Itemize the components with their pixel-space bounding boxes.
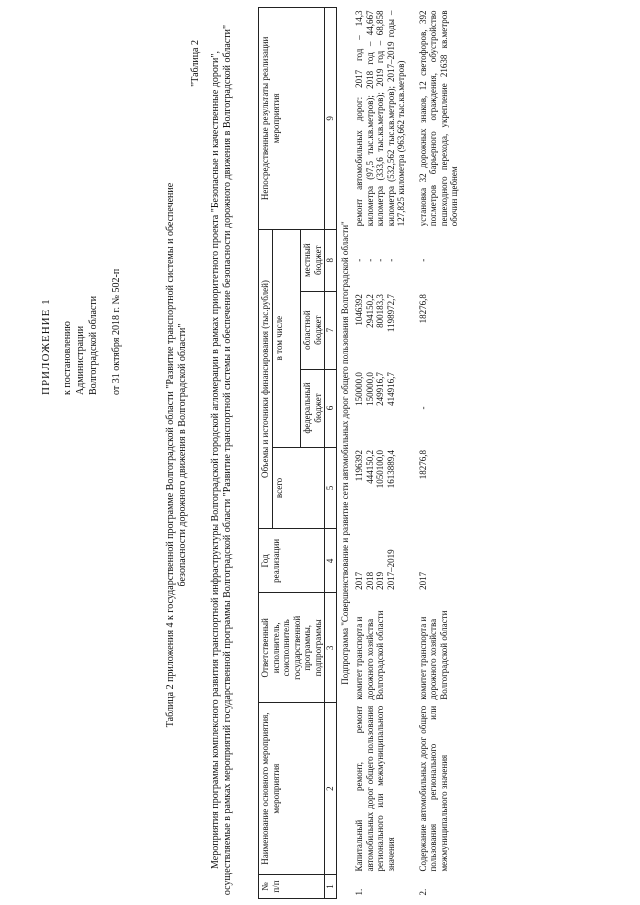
row-name: Содержание автомобильных дорог общего пользования регионального или межмуниципального значения [417,705,449,872]
row-num: 1. [354,888,364,896]
row-years: 2017 2018 2019 2017–2019 [354,549,396,590]
row-result: установка 32 дорожных знаков, 12 светофоров, 392 пог.метров барьерного ограждения, обустройство пешеходного перехода, укрепление 21638 кв.метров обочин щебнем [417,10,459,227]
col-number: 1 [325,875,337,899]
col-header-incl: в том числе [272,229,301,447]
row-reg: 18276,8 [417,294,428,324]
row-resp: комитет транспорта и дорожного хозяйства Волгоградской области [354,610,385,700]
col-number: 2 [325,703,337,875]
column-numbers-row [325,8,337,899]
row-loc: - - - - [354,258,396,262]
appendix-title: ПРИЛОЖЕНИЕ 1 [40,298,52,395]
table-row [408,8,461,899]
col-number: 5 [325,447,337,529]
decree-date: от 31 октября 2018 г. № 502-п [111,268,122,395]
col-header-name: Наименование основного мероприятия, мероприятия [259,703,325,875]
measures-table [258,7,461,899]
col-header-reg: областной бюджет [301,291,325,369]
col-number: 8 [325,229,337,291]
col-header-year: Год реализации [259,529,325,593]
col-number: 9 [325,8,337,230]
appendix-header [40,269,123,395]
header-line-2: Администрации [75,325,86,395]
row-total: 1196392 444150,2 1050100,0 1613889,4 [354,450,396,489]
row-result: ремонт автомобильных дорог: 2017 год – 14,3 километра (97,5 тыс.кв.метров); 2018 год – 44,667 километра (333,6 тыс.кв.метров); 2019 год – 68,858 километра (532,562 тыс.кв.метров); 2017–2019 годы – 127,825 километра (963,662 тыс.кв.метров) [354,10,406,227]
col-header-num: № п/п [259,875,325,899]
header-line-1: к постановлению [62,321,73,395]
row-num: 2. [417,888,428,896]
col-header-result: Непосредственные результаты реализации мероприятия [259,8,325,230]
row-years: 2017 [417,571,428,590]
col-header-fed: федеральный бюджет [301,369,325,447]
table-label: "Таблица 2 [190,40,201,87]
subtitle: Таблица 2 приложения 4 к государственной программе Волгоградской области "Развитие транспортной системы и обеспечение безопасности дорожного движения в Волгоградской области" [165,182,188,728]
table-caption: Мероприятия программы комплексного развития транспортной инфраструктуры Волгоградской городской агломерации в рамках приоритетного проекта "Безопасные и качественные дороги", осуществляемые в рамках мероприятий государственной программы Волгоградской области "Развитие транспортной системы и обеспечение безопасности дорожного движения в Волгоградской области" [210,24,233,896]
col-header-resp: Ответственный исполнитель, соисполнитель государственной программы, подпрограммы [259,593,325,703]
row-loc: - [417,258,428,262]
col-header-fin: Объемы и источники финансирования (тыс.рублей) [259,229,273,529]
col-header-loc: местный бюджет [301,229,325,291]
row-fed: 150000,0 150000,0 249916,7 414916,7 [354,372,396,406]
header-line-3: Волгоградской области [88,295,99,395]
subprogram-title: Подпрограмма "Совершенствование и развитие сети автомобильных дорог общего пользования Волгоградской области" [339,221,350,685]
col-header-total: всего [272,447,325,529]
col-number: 6 [325,369,337,447]
row-name: Капитальный ремонт, ремонт автомобильных дорог общего пользования регионального или межмуниципального значения [354,705,396,872]
col-number: 7 [325,291,337,369]
col-number: 4 [325,529,337,593]
row-fed: - [417,406,428,410]
row-reg: 1046392 294150,2 800183,3 1198972,7 [354,294,396,333]
row-total: 18276,8 [417,450,428,480]
table-row [353,8,408,899]
col-number: 3 [325,593,337,703]
row-resp: комитет транспорта и дорожного хозяйства Волгоградской области [417,610,449,700]
